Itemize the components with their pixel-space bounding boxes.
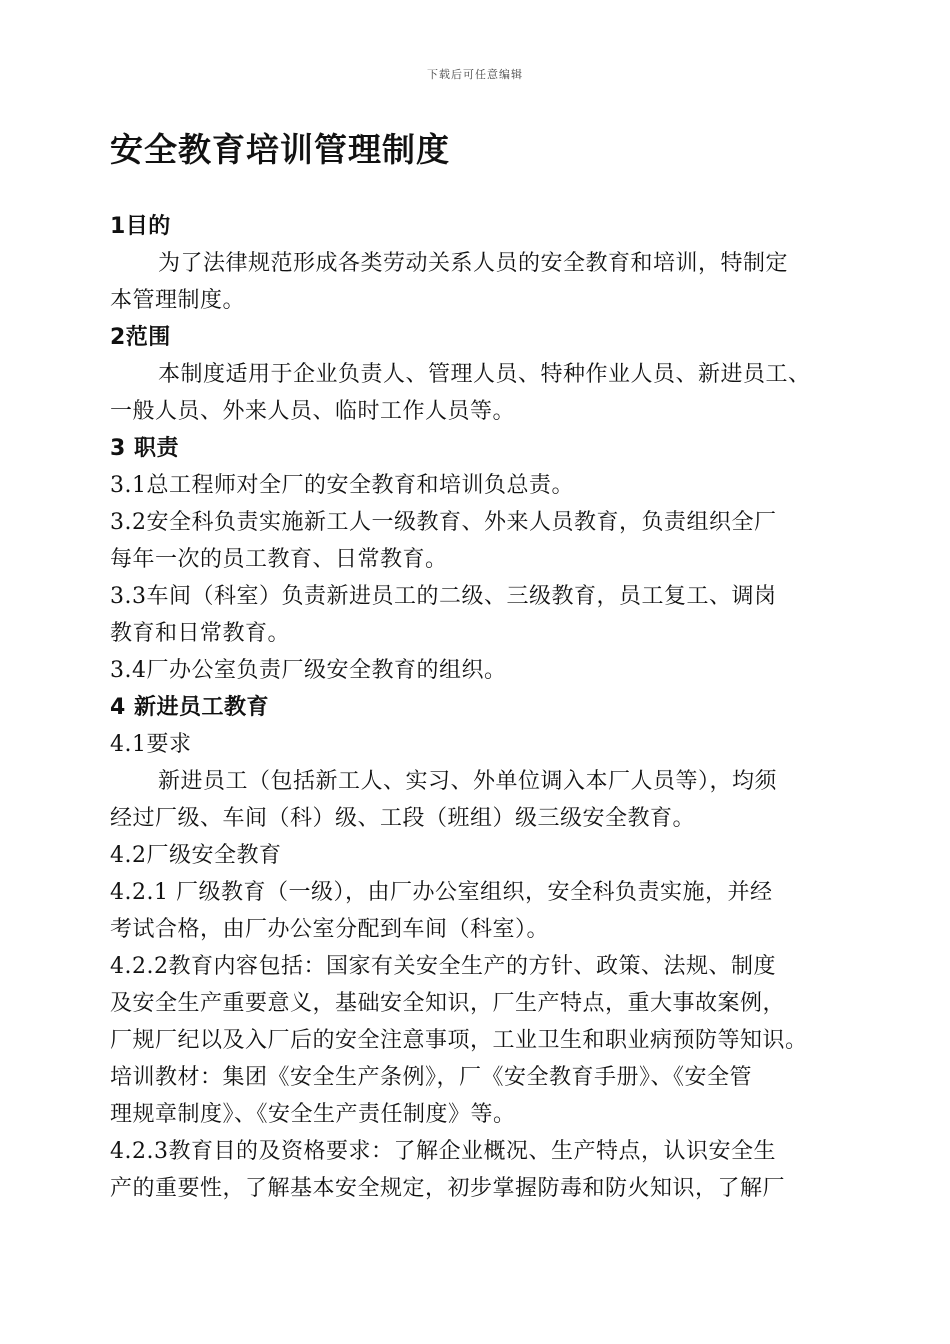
text-line: 4.1要求 [110,732,192,757]
header-note: 下载后可任意编辑 [427,68,523,81]
text-line: 理规章制度》、《安全生产责任制度》等。 [110,1102,516,1127]
text-line: 3.2安全科负责实施新工人一级教育、外来人员教育，负责组织全厂 [110,510,777,535]
text-line: 厂规厂纪以及入厂后的安全注意事项，工业卫生和职业病预防等知识。 [110,1028,808,1053]
text-line: 经过厂级、车间（科）级、工段（班组）级三级安全教育。 [110,806,696,831]
document-body [110,124,855,1207]
text-line: 及安全生产重要意义，基础安全知识，厂生产特点，重大事故案例， [110,991,786,1016]
section-heading: 3 职责 [110,436,179,461]
text-line: 新进员工（包括新工人、实习、外单位调入本厂人员等），均须 [158,769,778,794]
text-line: 3.4厂办公室负责厂级安全教育的组织。 [110,658,507,683]
section-heading: 2范围 [110,325,171,350]
text-line: 考试合格，由厂办公室分配到车间（科室）。 [110,917,550,942]
section-heading: 4 新进员工教育 [110,695,269,720]
document-title: 安全教育培训管理制度 [110,130,450,169]
text-line: 培训教材：集团《安全生产条例》，厂《安全教育手册》、《安全管 [110,1065,753,1090]
text-line: 4.2.2教育内容包括：国家有关安全生产的方针、政策、法规、制度 [110,954,776,979]
text-line: 本制度适用于企业负责人、管理人员、特种作业人员、新进员工、 [158,362,811,387]
text-line: 3.3车间（科室）负责新进员工的二级、三级教育，员工复工、调岗 [110,584,777,609]
text-line: 一般人员、外来人员、临时工作人员等。 [110,399,516,424]
text-line: 产的重要性，了解基本安全规定，初步掌握防毒和防火知识，了解厂 [110,1176,786,1201]
document-lines [110,208,855,1207]
text-line: 本管理制度。 [110,288,246,313]
text-line: 4.2.3教育目的及资格要求：了解企业概况、生产特点，认识安全生 [110,1139,776,1164]
text-line: 3.1总工程师对全厂的安全教育和培训负总责。 [110,473,574,498]
text-line: 4.2.1 厂级教育（一级），由厂办公室组织，安全科负责实施，并经 [110,880,773,905]
section-heading: 1目的 [110,214,171,239]
text-line: 4.2厂级安全教育 [110,843,282,868]
text-line: 每年一次的员工教育、日常教育。 [110,547,448,572]
text-line: 教育和日常教育。 [110,621,291,646]
text-line: 为了法律规范形成各类劳动关系人员的安全教育和培训，特制定 [158,251,789,276]
